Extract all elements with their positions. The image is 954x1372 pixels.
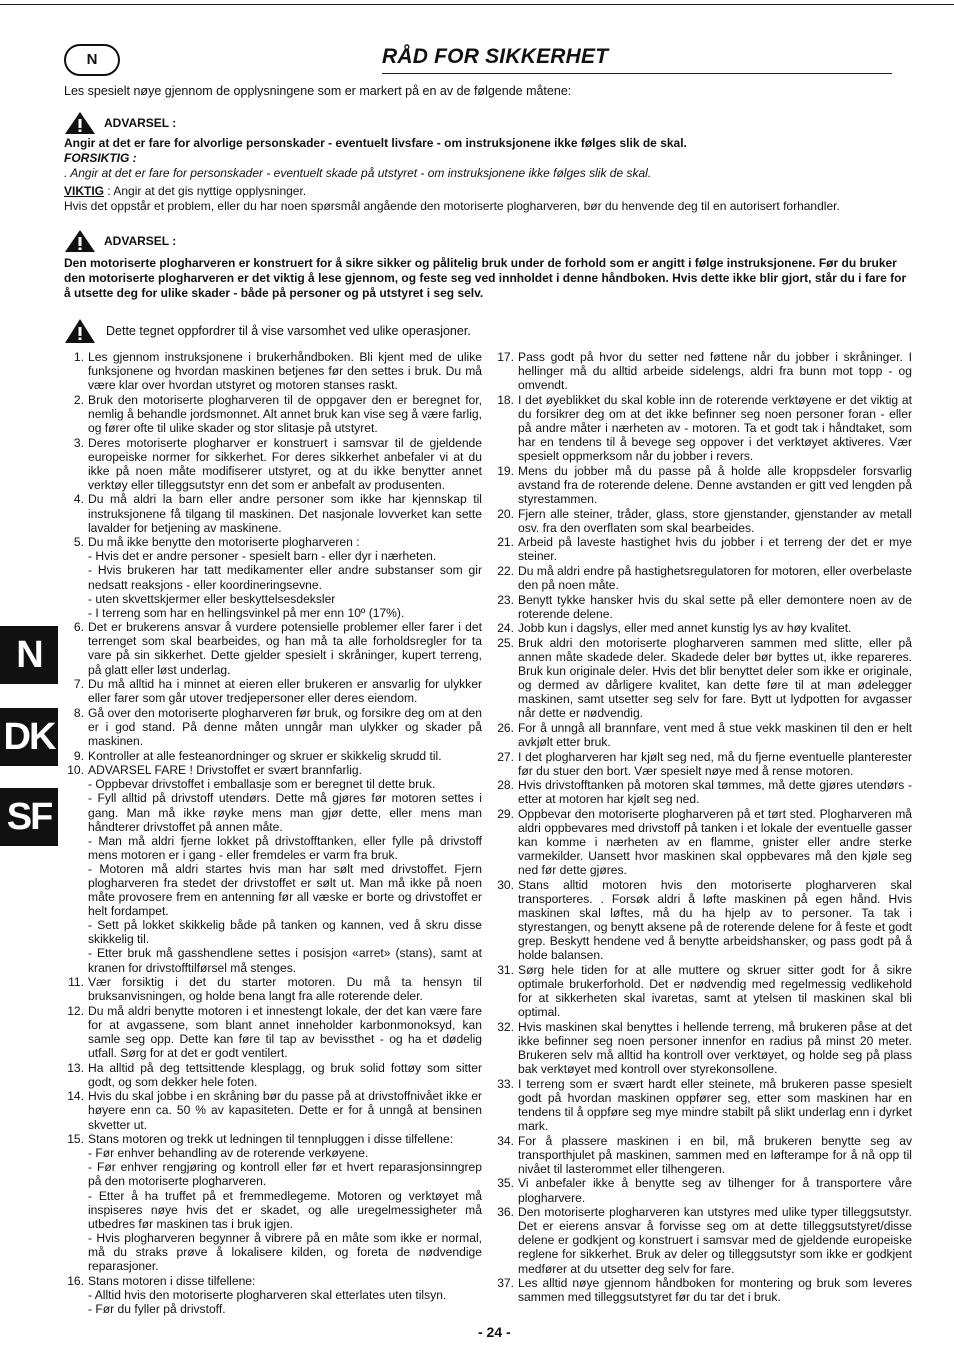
item-line: Du må ikke benytte den motoriserte plogharveren :	[88, 535, 360, 550]
item-number: 11.	[68, 975, 84, 990]
item-line: - Før enhver rengjøring og kontroll eller før et hvert reparasjonsinngrep på den motoriserte plogharveren.	[88, 1160, 482, 1189]
item-number: 29.	[497, 807, 514, 821]
warning-header	[64, 112, 910, 134]
list-item	[64, 535, 482, 620]
item-text	[518, 721, 912, 749]
item-line: Bruk aldri den motoriserte plogharveren sammen med slitte, eller på annen måte skadede deler. Skadede deler bør byttes ut, ikke repareres. Bruk kun originale deler. Hvis det blir benyttet deler som ikke er originale, og dermed av dårligere kvalitet, kan dette føre til at man ødelegger maskinen, samt utsetter seg selv for fare. Bytt ut lydpotten for avgasser når dette er nødvendig.	[518, 635, 912, 721]
list-item	[494, 621, 912, 635]
item-number: 8.	[73, 705, 84, 720]
list-item	[64, 350, 482, 392]
list-item	[64, 749, 482, 763]
warning-label: ADVARSEL :	[104, 233, 177, 248]
item-number: 1.	[73, 350, 84, 364]
list-item	[494, 878, 912, 963]
item-line: For å plassere maskinen i en bil, må brukeren benytte seg av transporthjulet på maskinen, sammen med en løfterampe for å nå opp til nivået til lasterommet eller tilhengeren.	[518, 1133, 912, 1176]
list-item	[64, 1004, 482, 1060]
item-line: - Fyll alltid på drivstoff utendørs. Dette må gjøres før motoren settes i gang. Man må ikke røyke mens man gjør dette, eller mens man håndterer drivstoffet på annen måte.	[88, 791, 482, 834]
item-number: 23.	[497, 592, 514, 607]
item-line: - Hvis det er andre personer - spesielt barn - eller dyr i nærheten.	[88, 549, 437, 564]
list-item	[494, 721, 912, 749]
list-item	[494, 393, 912, 463]
language-tab-sf: SF	[0, 788, 58, 846]
page-number: - 24 -	[478, 1324, 511, 1340]
item-text	[88, 975, 482, 1003]
item-text	[88, 350, 482, 392]
list-item	[64, 975, 482, 1003]
item-number: 19.	[497, 463, 514, 478]
item-number: 7.	[73, 677, 84, 692]
list-item	[494, 807, 912, 877]
item-number: 15.	[67, 1132, 84, 1147]
item-number: 10.	[67, 763, 84, 778]
item-number: 14.	[67, 1089, 84, 1104]
item-line: Benytt tykke hansker hvis du skal sette på eller demontere noen av de roterende delene.	[518, 592, 912, 621]
item-number: 37.	[497, 1276, 514, 1291]
item-line: - Man må aldri fjerne lokket på drivstofftanken, eller fylle på drivstoff mens motoren er i gang - eller fremdeles er varm fra bruk.	[88, 833, 482, 862]
language-badge: N	[64, 44, 120, 76]
warning-triangle-icon	[64, 318, 96, 344]
important-text: : Angir at det gis nyttige opplysninger.	[104, 184, 307, 198]
item-text	[88, 763, 482, 974]
item-line: Du må aldri benytte motoren i et innestengt lokale, der det kan være fare for at avgassene, som blant annet inneholder karbonmonoksyd, kan samle seg opp. Dette kan føre til tap av bevissthet - og ha et dødelig utfall. Sørg for at det er godt ventilert.	[88, 1003, 482, 1061]
item-line: Kontroller at alle festeanordninger og skruer er skikkelig skrudd til.	[88, 748, 442, 763]
warning-triangle-icon	[64, 229, 96, 253]
item-number: 5.	[73, 535, 84, 550]
list-item	[494, 1077, 912, 1133]
item-line: Les gjennom instruksjonene i brukerhåndboken. Bli kjent med de ulike funksjonene og hvordan maskinen betjenes før den settes i bruk. Du må være klar over hvordan utstyret og motoren stanses raskt.	[88, 350, 482, 393]
item-text	[518, 750, 912, 778]
item-number: 21.	[497, 535, 514, 550]
item-number: 18.	[497, 392, 514, 407]
item-text	[88, 1089, 482, 1131]
item-line: Pass godt på hvor du setter ned føttene når du jobber i skråninger. I hellinger må du alltid arbeide sidelengs, aldri fra bunn mot topp - og omvendt.	[518, 350, 912, 393]
important-line	[64, 184, 910, 199]
warning-block-1	[64, 112, 910, 214]
item-line: Den motoriserte plogharveren kan utstyres med ulike typer tilleggsutstyr. Det er eierens ansvar å forvisse seg om at dette tilleggsutstyret/disse delene er godkjent og konstruert i samsvar med de gjeldende europeiske reglene for sikkerhet. Bruk av deler og tilleggsutstyr som ikke er godkjent medfører at du utsetter deg selv for fare.	[518, 1205, 912, 1276]
item-text	[518, 535, 912, 563]
item-number: 16.	[67, 1273, 84, 1288]
item-line: Det er brukerens ansvar å vurdere potensielle problemer eller farer i det terrenget som skal bearbeides, og han må ta alle forholdsregler for ta vare på sin sikkerhet. Dette gjelder spesielt i skråninger, kupert terreng, på glatt eller løst underlag.	[88, 620, 482, 677]
warning-block-2	[64, 230, 910, 301]
warning-label: ADVARSEL :	[104, 115, 177, 130]
item-text	[518, 564, 912, 592]
item-text	[88, 393, 482, 435]
item-line: - Hvis brukeren har tatt medikamenter eller andre substanser som gir nedsatt reaksjons - eller koordineringsevne.	[88, 563, 482, 592]
item-number: 13.	[67, 1060, 84, 1075]
item-line: Du må aldri la barn eller andre personer som ikke har kjennskap til instruksjonene få tilgang til maskinen. Det nasjonale lovverket kan sette lavalder for betjening av maskinene.	[88, 492, 482, 535]
item-line: - Etter bruk må gasshendlene settes i posisjon «arret» (stans), samt at kranen for drivstofftilførsel må stenges.	[88, 946, 482, 975]
item-text	[88, 535, 482, 620]
item-line: I terreng som er svært hardt eller steinete, må brukeren passe spesielt godt på hvordan maskinen oppfører seg, etter som maskinen har en tendens til å oppføre seg mye mindre stabilt på slikt underlag enn i dyrket mark.	[518, 1076, 912, 1134]
item-number: 30.	[497, 877, 514, 892]
item-text	[518, 1077, 912, 1133]
list-item	[494, 507, 912, 535]
item-line: Jobb kun i dagslys, eller med annet kunstig lys av høy kvalitet.	[518, 621, 852, 636]
item-text	[88, 492, 482, 534]
item-line: Sørg hele tiden for at alle muttere og skruer sitter godt for å sikre optimale brukerforhold. Det er nødvendig med regelmessig vedlikehold for at sikkerheten skal ivaretas, samt at ytelsen til maskinen skal bli optimal.	[518, 963, 912, 1020]
item-text	[518, 464, 912, 506]
item-line: For å unngå all brannfare, vent med å stue vekk maskinen til den er helt avkjølt etter bruk.	[518, 720, 912, 750]
intro-text: Les spesielt nøye gjennom de opplysningene som er markert på en av de følgende måtene:	[64, 84, 572, 98]
item-line: - Etter å ha truffet på et fremmedlegeme. Motoren og verktøyet må inspiseres nøye hvis det er skadet, og alle uregelmessigheter må utbedres før maskinen tas i bruk igjen.	[88, 1188, 482, 1231]
item-text	[518, 636, 912, 721]
item-text	[88, 677, 482, 705]
item-text	[88, 1132, 482, 1273]
item-number: 31.	[497, 963, 514, 978]
list-item	[494, 1276, 912, 1304]
item-text	[88, 1274, 482, 1316]
item-number: 12.	[67, 1003, 84, 1018]
item-number: 36.	[497, 1205, 514, 1220]
list-item	[494, 350, 912, 392]
caution-label: FORSIKTIG :	[64, 151, 137, 165]
item-text	[518, 1276, 912, 1304]
item-line: Hvis maskinen skal benyttes i hellende terreng, må brukeren påse at det ikke befinner seg noen personer innenfor en radius på minst 20 meter. Brukeren selv må alltid ha kontroll over verktøyet, og holde seg på plass bak verktøyet med kontroll over styrekonsollene.	[518, 1019, 912, 1077]
item-number: 32.	[497, 1019, 514, 1034]
item-number: 6.	[73, 620, 84, 635]
left-column	[64, 350, 482, 1316]
list-item	[494, 593, 912, 621]
item-text	[518, 1020, 912, 1076]
item-text	[518, 963, 912, 1019]
item-line: Stans motoren i disse tilfellene:	[88, 1273, 256, 1288]
item-line: Mens du jobber må du passe på å holde alle kroppsdeler forsvarlig avstand fra de roterende delene. Denne avstanden er gitt ved lengden på styrestammen.	[518, 463, 912, 506]
item-line: - I terreng som har en hellingsvinkel på mer enn 10º (17%).	[88, 605, 405, 620]
item-line: Bruk den motoriserte plogharveren til de oppgaver den er beregnet for, nemlig å behandle jordsmonnet. Alt annet bruk kan vise seg å være farlig, og fører ofte til ulike skader og stor slitasje på utstyret.	[88, 392, 482, 435]
item-number: 28.	[497, 778, 514, 793]
item-text	[88, 706, 482, 748]
item-number: 24.	[497, 621, 514, 636]
symbol-note-text: Dette tegnet oppfordrer til å vise varsomhet ved ulike operasjoner.	[106, 324, 471, 338]
list-item	[64, 1132, 482, 1273]
caution-text: . Angir at det er fare for personskader - eventuelt skade på utstyret - om instruksjonene ikke følges slik de skal.	[64, 166, 652, 180]
item-line: Arbeid på laveste hastighet hvis du jobber i et terreng der det er mye steiner.	[518, 535, 912, 564]
page-title: RÅD FOR SIKKERHET	[382, 45, 609, 68]
list-item	[494, 535, 912, 563]
right-column	[494, 350, 912, 1305]
list-item	[494, 1134, 912, 1176]
item-line: Hvis drivstofftanken på motoren skal tømmes, må dette gjøres utendørs - etter at motoren har kjølt seg ned.	[518, 778, 912, 807]
item-line: Gå over den motoriserte plogharveren før bruk, og forsikre deg om at den er i god stand. På denne måten unngår man ulykker og skader på maskinen.	[88, 705, 482, 749]
item-text	[518, 350, 912, 392]
item-line: Du må aldri endre på hastighetsregulatoren for motoren, eller overbelaste den på noen måte.	[518, 563, 912, 592]
warning-text: Den motoriserte plogharveren er konstruert for å sikre sikker og pålitelig bruk under de forhold som er angitt i følge instruksjonene. Før du bruker den motoriserte plogharveren er det viktig å lese gjennom, og feste seg ved innholdet i denne håndboken. Hvis dette ikke blir gjort, står du i fare for å utsette deg for ulike skader - både på personer og på utstyret i seg selv.	[64, 256, 907, 300]
item-line: - Oppbevar drivstoffet i emballasje som er beregnet til dette bruk.	[88, 777, 436, 792]
item-number: 33.	[497, 1076, 514, 1091]
list-item	[64, 393, 482, 435]
item-text	[518, 621, 912, 635]
item-text	[518, 393, 912, 463]
item-line: Oppbevar den motoriserte plogharveren på et tørt sted. Plogharveren må aldri oppbevares med drivstoff på tanken i et lokale der eventuelle gasser kan komme i nærheten av en flamme, gnister eller andre sterke varmekilder. Uansett hvor maskinen skal oppbevares må den kjøle seg ned før dette gjøres.	[518, 807, 912, 878]
item-text	[518, 593, 912, 621]
item-text	[88, 1004, 482, 1060]
item-line: Deres motoriserte plogharver er konstruert i samsvar til de gjeldende europeiske normer for sikkerhet. For deres sikkerhet anbefaler vi at du ikke på noen måte modifiserer utstyret, og at du ikke benytter annet verktøy eller tilleggsutstyr enn det som er anbefalt av produsenten.	[88, 435, 482, 492]
list-item	[64, 1274, 482, 1316]
item-number: 4.	[73, 492, 84, 507]
item-text	[518, 507, 912, 535]
item-line: - Hvis plogharveren begynner å vibrere på en måte som ikke er normal, må du straks prøve å lokalisere kilden, og foreta de nødvendige reparasjoner.	[88, 1230, 482, 1273]
item-line: Fjern alle steiner, tråder, glass, store gjenstander, gjenstander av metall osv. fra den overflaten som skal bearbeides.	[518, 506, 912, 535]
language-tab-dk: DK	[0, 708, 58, 766]
item-number: 25.	[497, 635, 514, 650]
item-text	[518, 1205, 912, 1275]
list-item	[64, 492, 482, 534]
item-line: Hvis du skal jobbe i en skråning bør du passe på at drivstoffnivået ikke er høyere enn ca. 50 % av kapasiteten. Dette er for å unngå at bensinen skvetter ut.	[88, 1089, 482, 1132]
item-line: Vær forsiktig i det du starter motoren. Du må ta hensyn til bruksanvisningen, og holde bena langt fra alle roterende deler.	[88, 975, 482, 1004]
list-item	[494, 564, 912, 592]
warning-header	[64, 230, 910, 252]
item-line: Stans motoren og trekk ut ledningen til tennpluggen i disse tilfellene:	[88, 1132, 454, 1147]
language-tab-n: N	[0, 626, 58, 684]
item-line: I det plogharveren har kjølt seg ned, må du fjerne eventuelle planterester før du stuer den bort. Vær spesielt nøye med å rense motoren.	[518, 749, 912, 778]
item-line: Vi anbefaler ikke å benytte seg av tilhenger for å transportere våre plogharvere.	[518, 1176, 912, 1205]
important-label: VIKTIG	[64, 184, 105, 198]
list-item	[494, 750, 912, 778]
item-number: 26.	[497, 720, 514, 735]
item-text	[88, 620, 482, 676]
item-line: I det øyeblikket du skal koble inn de roterende verktøyene er det viktig at du forsikrer deg om at det ikke befinner seg noen personer foran - eller på andre måter i nærheten av - motoren. Ta et godt tak i håndtaket, som har en tendens til å bevege seg oppover i det verktøyet aktiveres. Vær spesielt oppmerksom når du jobber i revers.	[518, 392, 912, 464]
list-item	[494, 636, 912, 721]
list-item	[494, 778, 912, 806]
item-text	[518, 878, 912, 963]
warning-triangle-icon	[64, 111, 96, 135]
item-text	[518, 1176, 912, 1204]
item-line: Du må alltid ha i minnet at eieren eller brukeren er ansvarlig for ulykker eller farer som går utover tredjepersoner eller deres eiendom.	[88, 677, 482, 706]
list-item	[494, 1020, 912, 1076]
list-item	[64, 706, 482, 748]
item-line: - Sett på lokket skikkelig både på tanken og kannen, ved å skru disse skikkelig til.	[88, 918, 482, 947]
item-line: - Før du fyller på drivstoff.	[88, 1301, 226, 1316]
item-line: - Motoren må aldri startes hvis man har sølt med drivstoffet. Fjern plogharveren fra stedet der drivstoffet er sølt ut. Man må ikke på noen måte provosere frem en antenning før all væske er borte og drivstoffet er helt fordampet.	[88, 861, 482, 919]
item-number: 27.	[497, 749, 514, 764]
item-line: Ha alltid på deg tettsittende klesplagg, og bruk solid fottøy som sitter godt, og som dekker hele foten.	[88, 1060, 482, 1089]
dealer-note: Hvis det oppstår et problem, eller du har noen spørsmål angående den motoriserte plogharveren, bør du henvende deg til en autorisert forhandler.	[64, 199, 840, 213]
item-line: - Før enhver behandling av de roterende verkøyene.	[88, 1146, 369, 1161]
symbol-note	[64, 318, 471, 344]
item-line: ADVARSEL FARE ! Drivstoffet er svært brannfarlig.	[88, 763, 362, 778]
item-number: 3.	[73, 435, 84, 450]
title-rule	[382, 73, 892, 74]
list-item	[64, 1089, 482, 1131]
top-rule	[0, 4, 954, 5]
item-text	[518, 1134, 912, 1176]
item-number: 34.	[497, 1133, 514, 1148]
warning-text: Angir at det er fare for alvorlige personskader - eventuelt livsfare - om instruksjonene ikke følges slik de skal.	[64, 136, 687, 150]
list-item	[64, 436, 482, 492]
list-item	[64, 677, 482, 705]
item-line: Stans alltid motoren hvis den motoriserte plogharveren skal transporteres. . Forsøk aldri å løfte maskinen på egen hånd. Hvis maskinen skal løftes, må du ha hjelp av to personer. Ta tak i styrestangen, og benytt aksene på de roterende delene for å feste et godt grep. Beskytt hendene ved å benytte arbeidshansker, og pass godt på å holde balansen.	[518, 877, 912, 963]
list-item	[494, 464, 912, 506]
list-item	[494, 963, 912, 1019]
item-number: 17.	[497, 350, 514, 364]
list-item	[64, 620, 482, 676]
item-text	[88, 749, 482, 763]
list-item	[494, 1176, 912, 1204]
item-number: 20.	[497, 506, 514, 521]
item-line: - Alltid hvis den motoriserte plogharveren skal etterlates uten tilsyn.	[88, 1287, 447, 1302]
item-number: 9.	[73, 748, 84, 763]
item-text	[518, 807, 912, 877]
item-line: Les alltid nøye gjennom håndboken for montering og bruk som leveres sammen med tilleggsutstyret før du tar det i bruk.	[518, 1276, 912, 1305]
item-number: 22.	[497, 563, 514, 578]
item-number: 35.	[497, 1176, 514, 1191]
item-text	[518, 778, 912, 806]
list-item	[64, 763, 482, 974]
item-number: 2.	[73, 392, 84, 407]
item-text	[88, 436, 482, 492]
list-item	[494, 1205, 912, 1275]
item-line: - uten skvettskjermer eller beskyttelsesdeksler	[88, 591, 336, 606]
item-text	[88, 1061, 482, 1089]
list-item	[64, 1061, 482, 1089]
